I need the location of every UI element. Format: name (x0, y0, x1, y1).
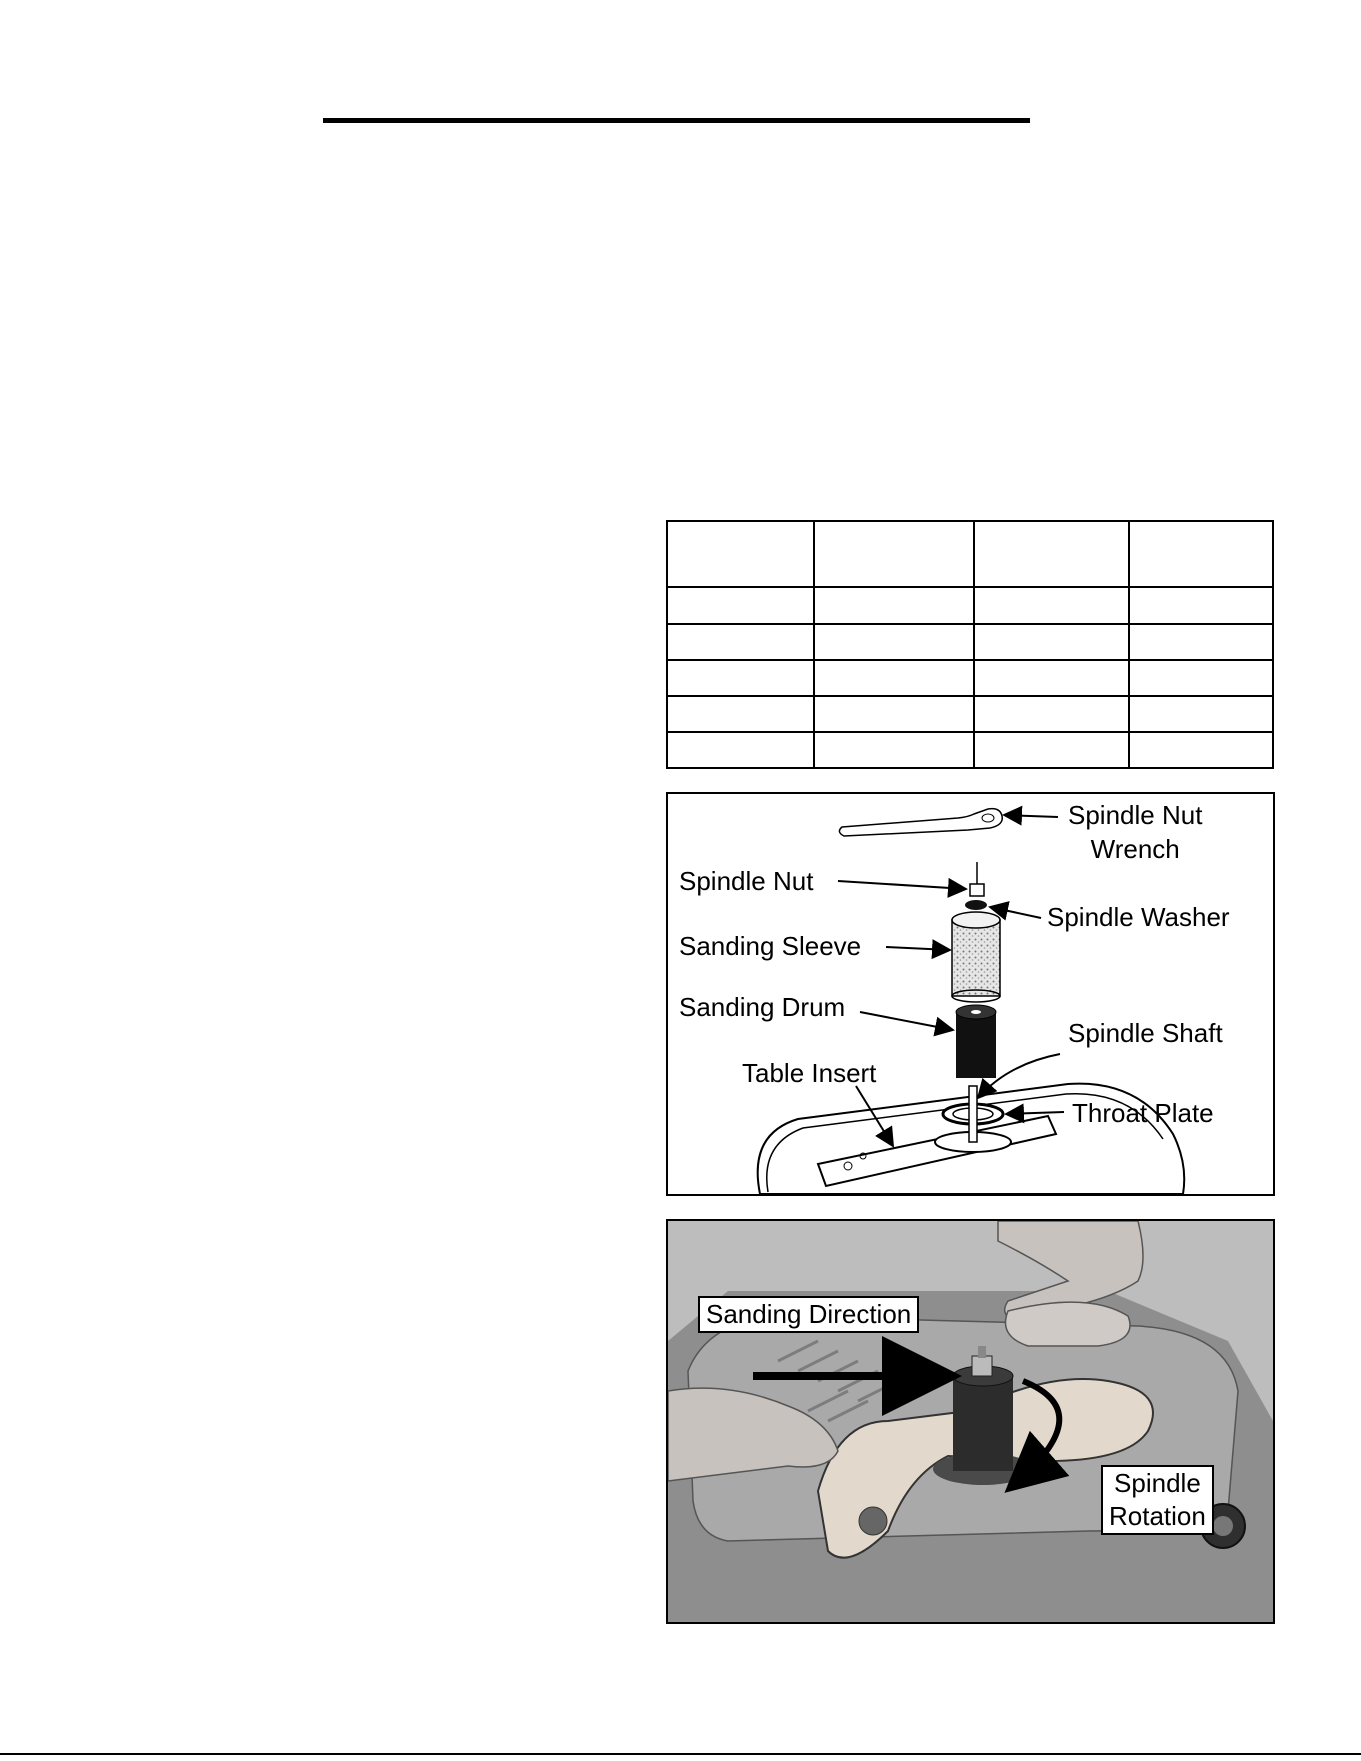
table-row-divider (668, 659, 1272, 661)
spindle-rotation-callout (1101, 1465, 1214, 1535)
spindle-rotation-callout-line1: Spindle (1114, 1468, 1201, 1498)
sanding-direction-callout: Sanding Direction (698, 1296, 919, 1333)
specification-table (666, 520, 1274, 769)
sanding-photo-illustration (668, 1221, 1273, 1622)
table-row-divider (668, 731, 1272, 733)
spindle-washer-label: Spindle Washer (1047, 902, 1230, 932)
sanding-direction-figure (666, 1219, 1275, 1624)
table-insert-label: Table Insert (742, 1058, 877, 1088)
table-row-divider (668, 623, 1272, 625)
spindle-nut-wrench-label-line2: Wrench (1090, 834, 1180, 864)
sanding-drum-label: Sanding Drum (679, 992, 846, 1022)
table-row-divider (668, 586, 1272, 588)
header-rule (323, 118, 1030, 123)
spindle-rotation-callout-line2: Rotation (1109, 1501, 1206, 1531)
sanding-sleeve-label: Sanding Sleeve (679, 931, 862, 961)
spindle-shaft-label: Spindle Shaft (1068, 1018, 1223, 1048)
spindle-nut-wrench-label-line1: Spindle Nut (1068, 800, 1203, 830)
spindle-parts-figure (666, 792, 1275, 1196)
table-row-divider (668, 695, 1272, 697)
throat-plate-label: Throat Plate (1072, 1098, 1214, 1128)
spindle-nut-wrench-label (1068, 798, 1202, 866)
footer-rule (0, 1753, 1361, 1755)
spindle-nut-label: Spindle Nut (679, 866, 814, 896)
